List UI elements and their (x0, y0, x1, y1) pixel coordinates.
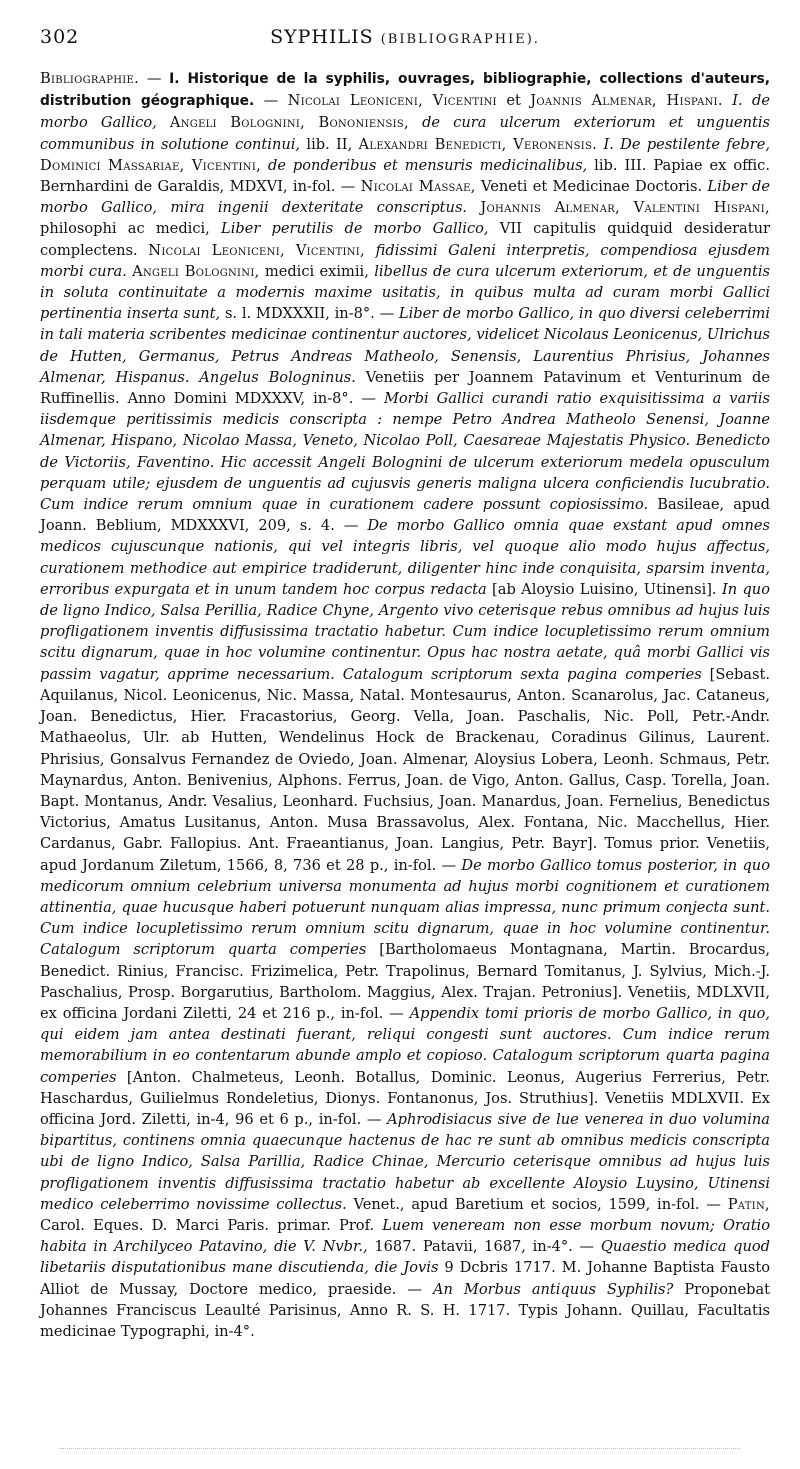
bibliography-paragraph (40, 68, 770, 1342)
work-title: fidissimi Galeni interpretis, compendiosa ejusdem morbi cura. (40, 241, 770, 280)
text-run: Basileae, apud Joann. Beblium, MDXXXVI, 209, s. 4. — (40, 496, 770, 535)
text-run: Carol. Eques. D. Marci Paris. primar. Prof. (40, 1216, 383, 1234)
work-title: I. De pestilente febre, (603, 135, 771, 153)
author-name: Nicolai Massae, (360, 178, 476, 196)
text-run: VII capitulis quidquid desideratur complectens. (40, 220, 770, 259)
text-run: — (139, 70, 170, 87)
page-number: 302 (40, 26, 80, 48)
section-heading: I. Historique de la syphilis, ouvrages, bibliographie, collections d'auteurs, distribution géographique. (40, 71, 771, 110)
footer-divider (60, 1448, 740, 1449)
text-run: — (254, 92, 288, 110)
work-title: Aphrodisiacus sive de lue venerea in duo volumina bipartitus, continens omnia quaecunque hactenus de hac re sunt ab omnibus medicis conscripta ubi de ligno Indico, Salsa Parillia, Radice Chinae, Mercurio ceterisque omnibus ad hujus luis profligationem inventis diffusissima tractatio habetur ab excellente Aloysio Luysino, Utinensi medico celeberrimo novissime collectus. (40, 1110, 770, 1213)
work-title: libellus de cura ulcerum exteriorum, et de unguentis in soluta continuitate a modernis maxime usitatis, in quibus multa ad curam morbi Gallici pertinentia inserta sunt, (40, 262, 771, 323)
author-name: Angeli Bolognini, (132, 262, 260, 280)
text-run: lib. III. Papiae ex offic. Bernhardini de Garaldis, MDXVI, in-fol. — (40, 156, 770, 196)
running-title (40, 26, 770, 48)
text-run: lib. II, (300, 135, 359, 153)
author-name: Johannis Almenar, Valentini Hispani, (480, 199, 770, 217)
text-run (261, 157, 268, 174)
work-title: Liber perutilis de morbo Gallico, (221, 220, 489, 238)
running-head (40, 26, 770, 56)
text-run: medici eximii, (259, 262, 375, 280)
author-name: Patin, (727, 1195, 770, 1213)
text-run: [Bartholomaeus Montagnana, Martin. Brocardus, Benedict. Rinius, Francisc. Frizimelica, Petr. Trapolinus, Bernard Tomitanus, J. Sylvius, Mich.-J. Paschalius, Prosp. Borgarutius, Bartholom. Maggius, Alex. Trajan. Petronius]. Venetiis, MDLXVII, ex officina Jordani Ziletti, 24 et 216 p., in-fol. — (40, 941, 770, 1022)
work-title: Liber de morbo Gallico, mira ingenii dexteritate conscriptus. (40, 178, 770, 217)
author-name: Alexandri Benedicti, Veronensis. (358, 135, 598, 153)
text-run: s. l. MDXXXII, in-8°. — (220, 305, 399, 323)
work-title: de cura ulcerum exteriorum et unguentis communibus in solutione continui, (40, 114, 771, 153)
text-run: Proponebat Johannes Franciscus Leaulté Parisinus, Anno R. S. H. 1717. Typis Johann. Quillau, Facultatis medicinae Typographi, in-4°. (40, 1280, 771, 1340)
work-title: de ponderibus et mensuris medicinalibus, (267, 156, 588, 174)
work-title: Morbi Gallici curandi ratio exquisitissima a variis iisdemque peritissimis medicis conscripta : nempe Petro Andrea Matheolo Senensi, Joanne Almenar, Hispano, Nicolao Massa, Veneto, Nicolao Poll, Caesareae Majestatis Physico. Benedicto de Victoriis, Faventino. Hic accessit Angeli Bolognini de ulcerum exteriorum medela opusculum perquam utile; ejusdem de unguentis ad cujusvis generis maligna ulcera conficiendis lucubratio. Cum indice rerum omnium quae in curationem cadere possunt copiosissimo. (40, 390, 771, 514)
author-name: Bibliographie. (40, 70, 140, 87)
work-title: Luem veneream non esse morbum novum; Oratio habita in Archilyceo Patavino, die V. Nvbr., (40, 1216, 771, 1256)
text-run: 1687. Patavii, 1687, in-4°. — (367, 1238, 601, 1256)
author-name: Angeli Bolognini, Bononiensis, (169, 114, 409, 132)
work-title: Quaestio medica quod libetariis disputationibus mane discutienda, die Jovis (40, 1238, 770, 1277)
text-run: Venetiis per Joannem Patavinum et Venturinum de Ruffinellis. Anno Domini MDXXXV, in-8°. — (40, 368, 770, 408)
text-run: Venet., apud Baretium et socios, 1599, in-fol. — (346, 1195, 728, 1213)
text-run: Veneti et Medicinae Doctoris. (475, 178, 708, 196)
text-run: [Sebast. Aquilanus, Nicol. Leonicenus, Nic. Massa, Natal. Montesaurus, Anton. Scanarolus, Jac. Cataneus, Joan. Benedictus, Hier. Fracastorius, Georg. Vella, Joan. Paschalis, Nic. Poll, Petr.-Andr. Mathaeolus, Ulr. ab Hutten, Wendelinus Hock de Brackenau, Coradinus Gilinus, Laurent. Phrisius, Gonsalvus Fernandez de Oviedo, Joan. Almenar, Aloysius Lobera, Leonh. Schmaus, Petr. Maynardus, Anton. Benivenius, Alphons. Ferrus, Joan. de Vigo, Anton. Gallus, Casp. Torella, Joan. Bapt. Montanus, Andr. Vesalius, Leonhard. Fuchsius, Joan. Manardus, Joan. Fernelius, Benedictus Victorius, Amatus Lusitanus, Anton. Musa Brassavolus, Alex. Fontana, Nic. Macchellus, Hier. Cardanus, Gabr. Fallopius. Ant. Fraeantianus, Joan. Langius, Petr. Bayr]. Tomus prior. Venetiis, apud Jordanum Ziletum, 1566, 8, 736 et 28 p., in-fol. — (40, 665, 770, 874)
text-run: philosophi ac medici, (40, 220, 222, 238)
work-title: De morbo Gallico omnia quae exstant apud omnes medicos cujuscunque nationis, qui vel integris libris, vel quoque alio modo hujus affectus, curationem methodice aut empirice tradiderunt, diligenter hinc inde conquisita, sparsim inventa, erroribus expurgata et in unum tandem hoc corpus redacta (40, 517, 771, 598)
work-title: In quo de ligno Indico, Salsa Perillia, Radice Chyne, Argento vivo ceterisque rebus omnibus ad hujus luis profligationem inventis diffusissima tractatio habetur. Cum indice locupletissimo rerum omnium scitu dignarum, quae in hoc volumine continentur. Opus hac nostra aetate, quâ morbi Gallici vis passim vagatur, apprime necessarium. Catalogum scriptorum sexta pagina comperies (40, 580, 770, 683)
running-title-subtitle: (BIBLIOGRAPHIE). (380, 32, 540, 47)
text-run (157, 114, 170, 131)
text-run: [Anton. Chalmeteus, Leonh. Botallus, Dominic. Leonus, Augerius Ferrerius, Petr. Haschardus, Guilielmus Rondeletius, Dionys. Fontanonus, Jos. Struthius]. Venetiis MDLXVII. Ex officina Jord. Ziletti, in-4, 96 et 6 p., in-fol. — (40, 1068, 770, 1128)
author-name: Dominici Massariae, Vicentini, (40, 156, 262, 174)
author-name: Joannis Almenar, Hispani. (530, 92, 723, 110)
work-title: An Morbus antiquus Syphilis? (433, 1280, 674, 1298)
text-run (467, 199, 480, 216)
work-title: Appendix tomi prioris de morbo Gallico, in quo, qui eidem jam antea destinati fuerant, reliqui congesti sunt auctores. Cum indice rerum memorabilium in eo contentarum abunde amplo et copioso. Catalogum scriptorum quarta pagina comperies (40, 1004, 770, 1086)
work-title: I. de morbo Gallico, (40, 92, 771, 132)
text-run (409, 114, 422, 131)
text-run: 9 Dcbris 1717. M. Johanne Baptista Fausto Alliot de Mussay, Doctore medico, praeside. — (40, 1259, 770, 1298)
author-name: Nicolai Leoniceni, Vicentini (287, 92, 497, 110)
text-run (365, 242, 376, 259)
text-run: et (496, 92, 531, 110)
text-run (723, 92, 732, 109)
running-title-main: SYPHILIS (270, 26, 374, 48)
author-name: Nicolai Leoniceni, Vicentini, (148, 241, 365, 259)
work-title: Liber de morbo Gallico, in quo diversi celeberrimi in tali materia scribentes medicinae continentur auctores, videlicet Nicolaus Leonicenus, Ulrichus de Hutten, Germanus, Petrus Andreas Matheolo, Senensis, Laurentius Phrisius, Johannes Almenar, Hispanus. Angelus Bologninus. (40, 305, 770, 386)
work-title: De morbo Gallico tomus posterior, in quo medicorum omnium celebrium universa monumenta ad hujus morbi cognitionem et curationem attinentia, quae hucusque haberi potuerunt nunquam alias impressa, nunc primum conjecta sunt. Cum indice locupletissimo rerum omnium scitu dignarum, quae in hoc volumine continentur. Catalogum scriptorum quarta comperies (40, 856, 770, 959)
text-run: [ab Aloysio Luisino, Utinensi]. (486, 580, 722, 598)
